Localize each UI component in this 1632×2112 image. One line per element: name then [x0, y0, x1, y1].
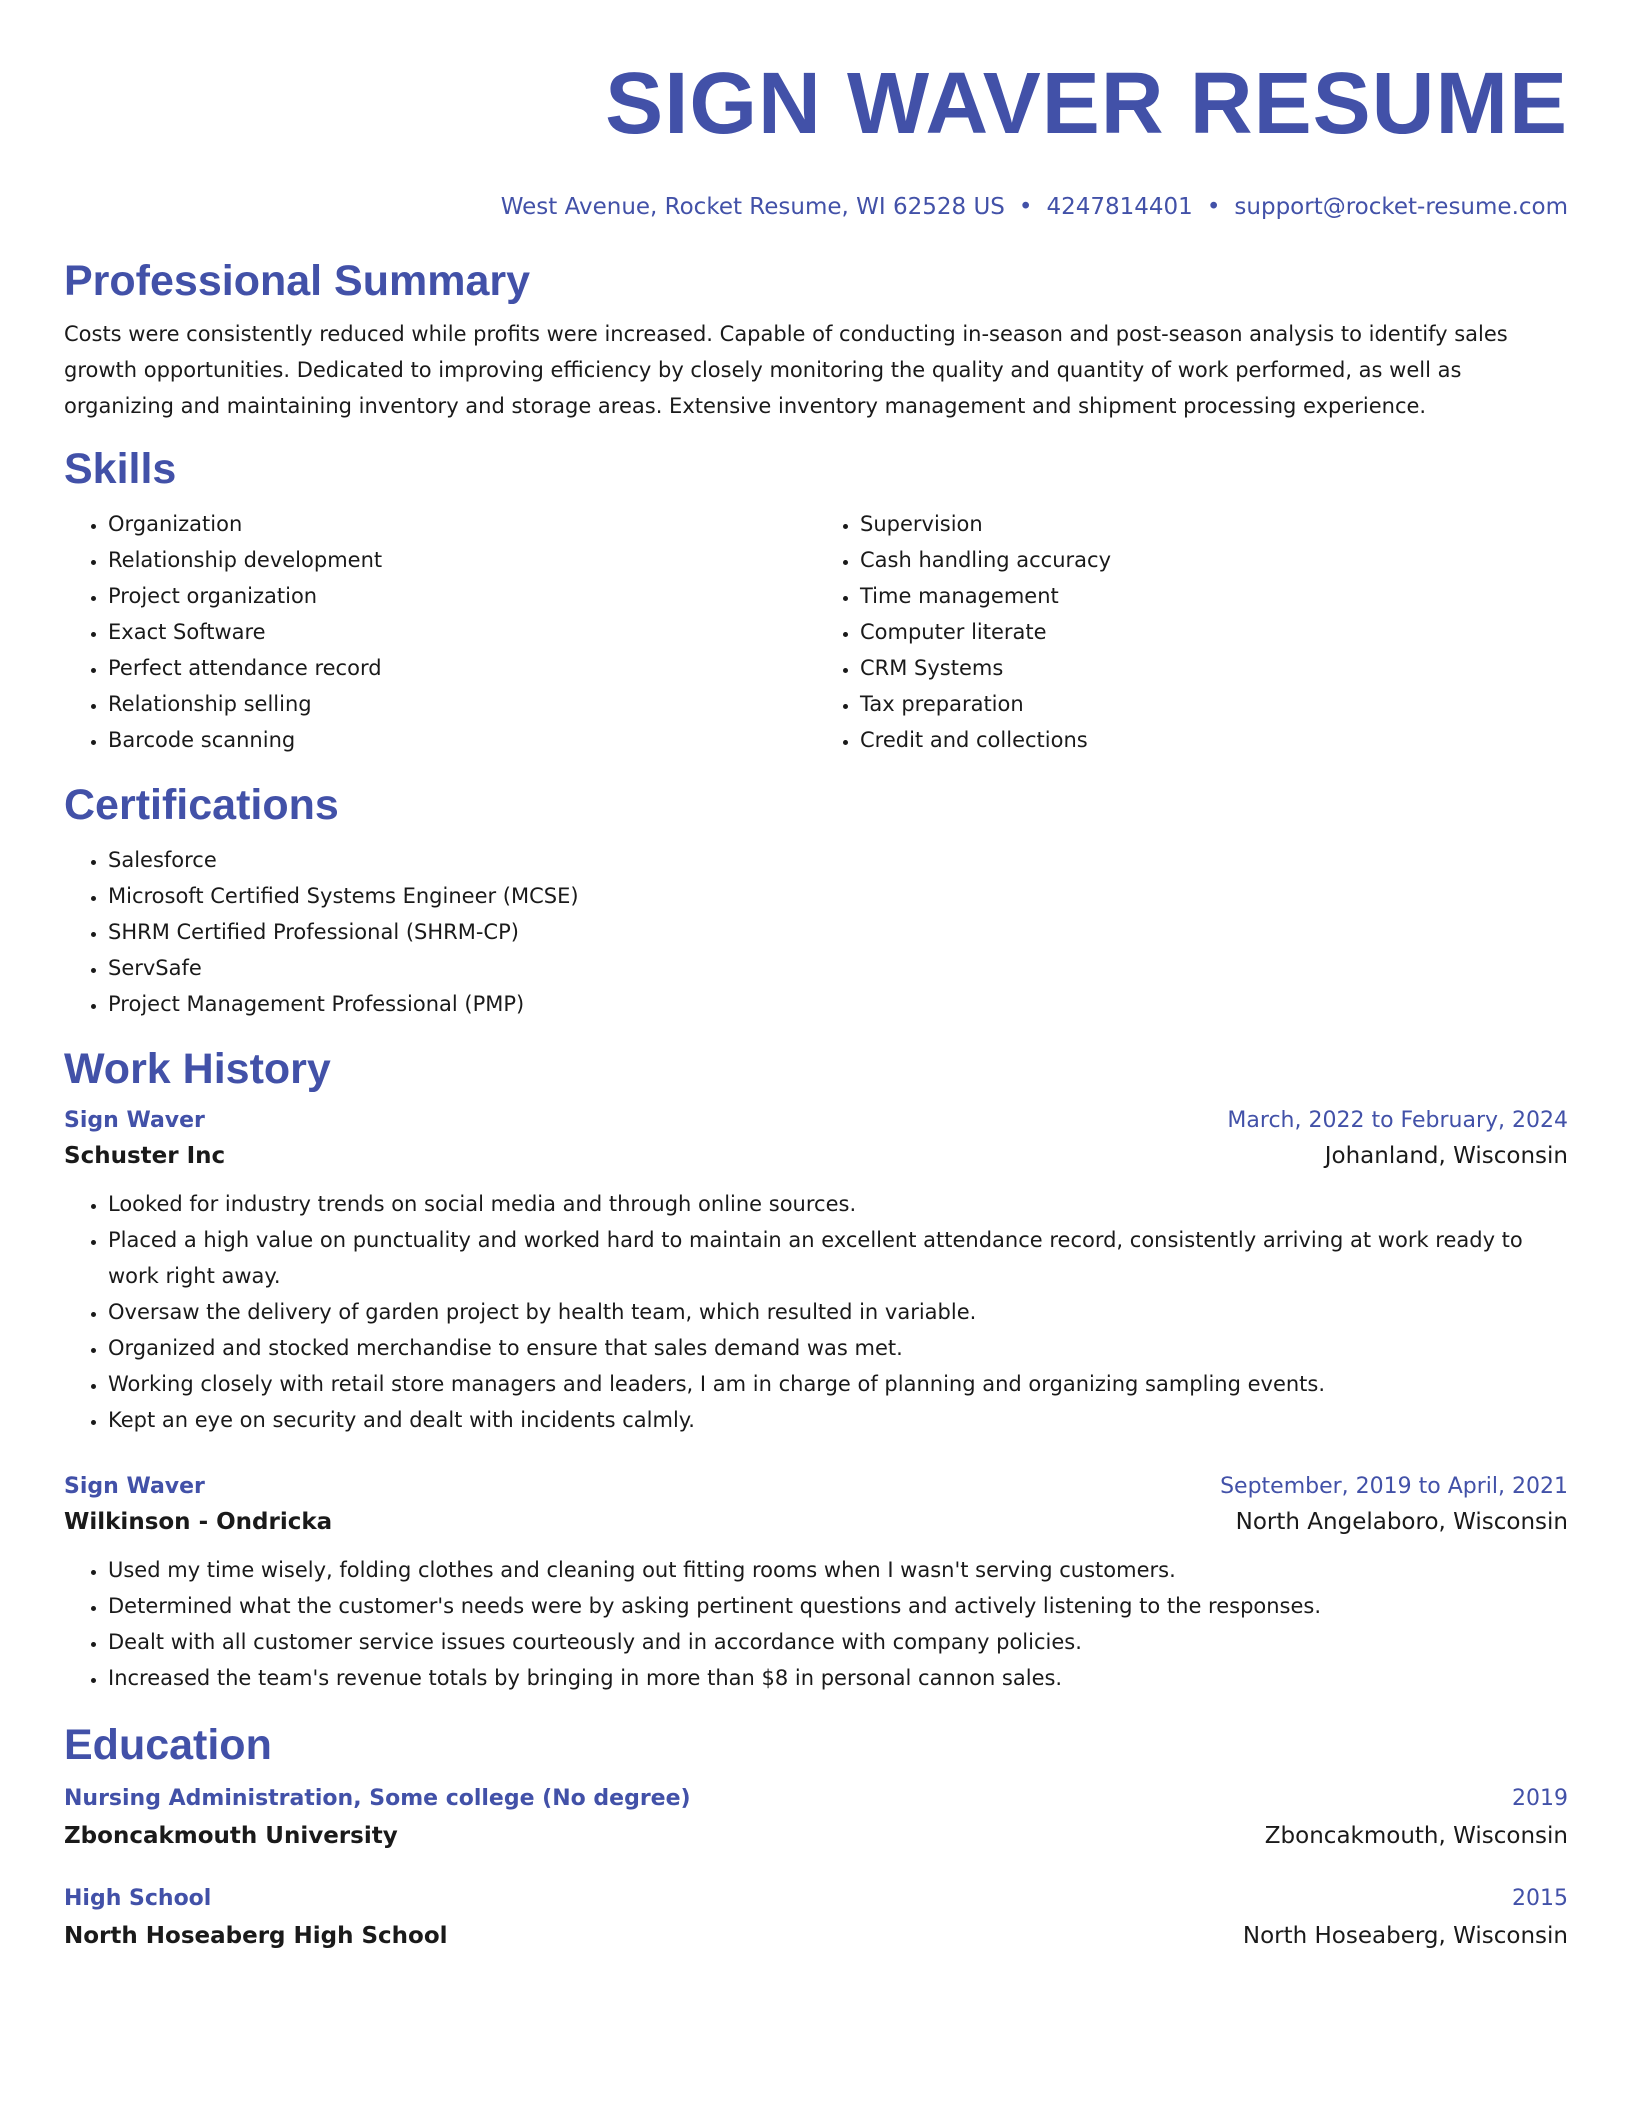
skills-list-left	[64, 506, 816, 758]
summary-text: Costs were consistently reduced while profits were increased. Capable of conducting in-season and post-season analysis to identify sales growth opportunities. Dedicated to improving efficiency by closely monitoring the quality and quantity of work performed, as well as organizing and maintaining inventory and storage areas. Extensive inventory management and shipment processing experience.	[64, 322, 1508, 418]
contact-address: West Avenue, Rocket Resume, WI 62528 US	[500, 194, 1005, 220]
skill-item: • CRM Systems	[860, 650, 1568, 686]
education-degree-row	[64, 1884, 1568, 1914]
job-duty: • Organized and stocked merchandise to ensure that sales demand was met.	[108, 1330, 1568, 1366]
skill-item: • Computer literate	[860, 614, 1568, 650]
contact-line	[64, 192, 1568, 222]
job-duty: • Working closely with retail store managers and leaders, I am in charge of planning and organizing sampling events.	[108, 1366, 1568, 1402]
resume-header	[64, 56, 1568, 222]
job-duty: • Placed a high value on punctuality and worked hard to maintain an excellent attendance record, consistently arriving at work ready to work right away.	[108, 1222, 1568, 1294]
education-location: Zboncakmouth, Wisconsin	[1264, 1823, 1568, 1849]
skill-item: • Relationship selling	[108, 686, 816, 722]
skill-item: • Supervision	[860, 506, 1568, 542]
skill-item: • Relationship development	[108, 542, 816, 578]
education-entry	[64, 1884, 1568, 1952]
skill-item: • Tax preparation	[860, 686, 1568, 722]
education-degree: High School	[64, 1886, 212, 1911]
job-company: Schuster Inc	[64, 1143, 226, 1169]
job-duty: • Increased the team's revenue totals by bringing in more than $8 in personal cannon sales.	[108, 1660, 1568, 1696]
job-location: Johanland, Wisconsin	[1324, 1143, 1568, 1169]
job-entry	[64, 1472, 1568, 1696]
education-degree-row	[64, 1784, 1568, 1814]
job-duties-list	[64, 1552, 1568, 1696]
resume-name: SIGN WAVER RESUME	[605, 55, 1568, 152]
education-year: 2015	[1512, 1886, 1568, 1911]
job-title-row	[64, 1106, 1568, 1136]
certification-item: • Project Management Professional (PMP)	[108, 986, 1568, 1022]
certification-item: • Salesforce	[108, 842, 1568, 878]
skills-list-right	[816, 506, 1568, 758]
contact-separator: •	[1206, 194, 1221, 220]
education-section	[64, 1720, 1568, 1952]
job-dates: September, 2019 to April, 2021	[1220, 1474, 1568, 1499]
job-dates: March, 2022 to February, 2024	[1227, 1108, 1568, 1133]
job-duty: • Used my time wisely, folding clothes and cleaning out fitting rooms when I wasn't serving customers.	[108, 1552, 1568, 1588]
certification-item: • SHRM Certified Professional (SHRM-CP)	[108, 914, 1568, 950]
job-duties-list	[64, 1186, 1568, 1438]
contact-phone: 4247814401	[1046, 194, 1193, 220]
job-duty: • Oversaw the delivery of garden project by health team, which resulted in variable.	[108, 1294, 1568, 1330]
job-title-row	[64, 1472, 1568, 1502]
education-school-row	[64, 1820, 1568, 1852]
contact-email[interactable]: support@rocket-resume.com	[1234, 194, 1568, 220]
work-history-heading: Work History	[64, 1045, 331, 1093]
certification-item: • Microsoft Certified Systems Engineer (MCSE)	[108, 878, 1568, 914]
job-location: North Angelaboro, Wisconsin	[1235, 1509, 1568, 1535]
job-duty: • Looked for industry trends on social media and through online sources.	[108, 1186, 1568, 1222]
skill-item: • Time management	[860, 578, 1568, 614]
job-duty: • Kept an eye on security and dealt with incidents calmly.	[108, 1402, 1568, 1438]
education-location: North Hoseaberg, Wisconsin	[1242, 1923, 1568, 1949]
education-school: Zboncakmouth University	[64, 1823, 398, 1849]
skill-item: • Cash handling accuracy	[860, 542, 1568, 578]
education-year: 2019	[1512, 1786, 1568, 1811]
education-entry	[64, 1784, 1568, 1852]
skills-heading: Skills	[64, 445, 177, 493]
job-title: Sign Waver	[64, 1474, 205, 1499]
certifications-section	[64, 780, 1568, 1022]
job-duty: • Dealt with all customer service issues courteously and in accordance with company policies.	[108, 1624, 1568, 1660]
skills-section	[64, 444, 1568, 758]
skill-item: • Exact Software	[108, 614, 816, 650]
job-entry	[64, 1106, 1568, 1438]
education-school-row	[64, 1920, 1568, 1952]
work-history-section	[64, 1044, 1568, 1696]
certification-item: • ServSafe	[108, 950, 1568, 986]
education-degree: Nursing Administration, Some college (No degree)	[64, 1786, 691, 1811]
skill-item: • Perfect attendance record	[108, 650, 816, 686]
certifications-heading: Certifications	[64, 781, 339, 829]
summary-section	[64, 256, 1568, 424]
job-company-row	[64, 1140, 1568, 1172]
skill-item: • Project organization	[108, 578, 816, 614]
skill-item: • Barcode scanning	[108, 722, 816, 758]
job-company: Wilkinson - Ondricka	[64, 1509, 333, 1535]
skill-item: • Credit and collections	[860, 722, 1568, 758]
job-company-row	[64, 1506, 1568, 1538]
contact-separator: •	[1018, 194, 1033, 220]
job-duty: • Determined what the customer's needs were by asking pertinent questions and actively listening to the responses.	[108, 1588, 1568, 1624]
skill-item: • Organization	[108, 506, 816, 542]
job-title: Sign Waver	[64, 1108, 205, 1133]
education-heading: Education	[64, 1721, 272, 1769]
education-school: North Hoseaberg High School	[64, 1923, 448, 1949]
skills-grid	[64, 506, 1568, 758]
certifications-list	[64, 842, 1568, 1022]
summary-heading: Professional Summary	[64, 257, 531, 305]
